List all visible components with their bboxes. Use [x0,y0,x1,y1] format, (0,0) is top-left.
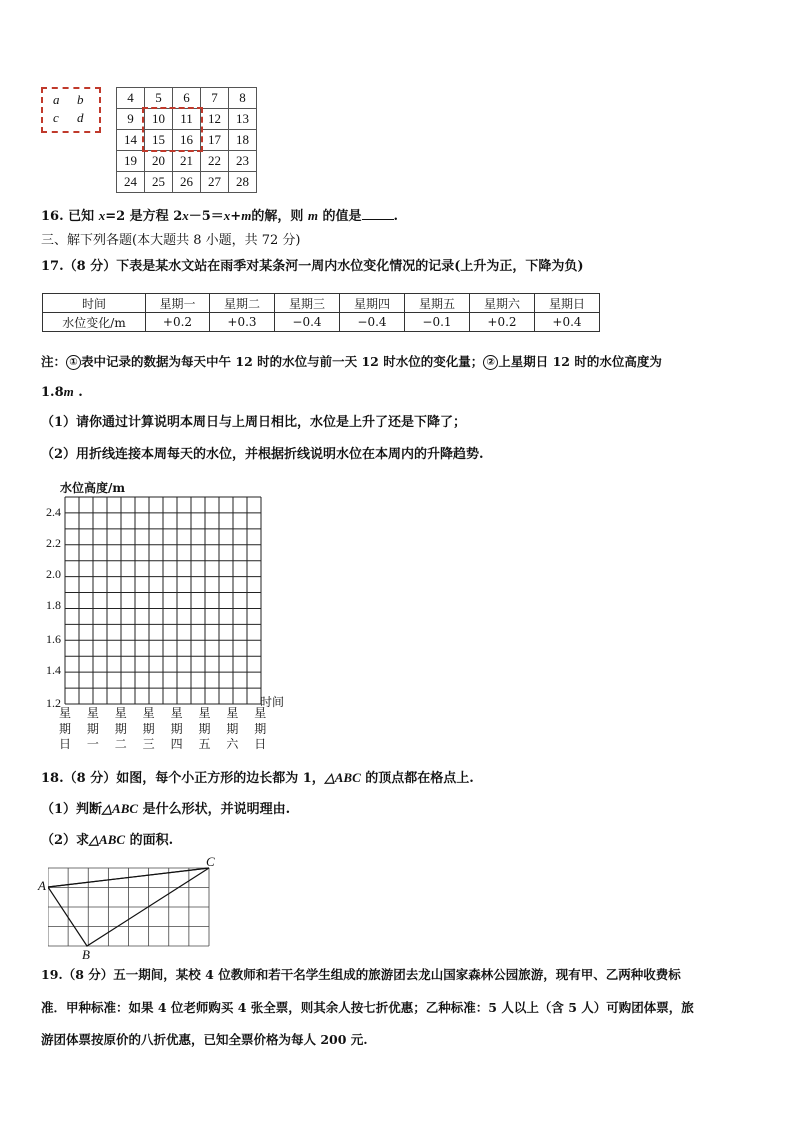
table-cell: 水位变化/m [43,313,146,332]
circle-number: ① [66,355,81,370]
day-label-char: 期 [170,722,183,736]
q16-var: x [223,208,231,223]
grid-paper [60,495,265,710]
table-header-cell: 星期三 [275,294,340,313]
letter-a: a [53,92,60,107]
day-label-char: 三 [142,737,155,751]
table-cell: +0.4 [535,313,600,332]
q18-text: （2）求 [41,833,90,848]
q18-text: （1）判断 [41,802,103,817]
y-tick: 1.2 [46,696,61,710]
note-unit: m [63,384,74,399]
section-heading: 三、解下列各题(本大题共 8 小题，共 72 分) [41,233,301,248]
day-label-char: 星 [254,706,267,720]
calendar-cell: 24 [117,172,145,193]
q16-var: m [307,208,318,223]
q18-text: 的顶点都在格点上. [360,771,474,786]
triangle-name: △ABC [102,801,139,816]
table-cell: −0.4 [340,313,405,332]
q16-var: x [182,208,189,223]
q18-text: 是什么形状，并说明理由. [138,802,291,817]
day-label-char: 期 [86,722,99,736]
y-tick: 1.8 [46,598,61,612]
question-19-line3: 游团体票按原价的八折优惠，已知全票价格为每人 200 元. [41,1032,368,1047]
table-header-row [43,294,600,313]
calendar-cell: 25 [145,172,173,193]
table-row [43,313,600,332]
letter-box [41,87,101,133]
vertex-b-label: B [82,947,90,962]
y-tick: 1.6 [46,632,61,646]
water-level-table [42,293,600,332]
vertex-c-label: C [206,854,215,869]
q16-text: －5＝ [188,209,224,224]
calendar-cell: 9 [117,109,145,130]
q17-note [41,354,662,370]
question-16 [41,207,398,225]
grid-x-label: 时间 [260,695,285,709]
day-label-char: 日 [254,737,267,751]
question-19-line1: 19.（8 分）五一期间，某校 4 位教师和若干名学生组成的旅游团去龙山国家森林公园旅游，现有甲、乙两种收费标 [41,967,681,982]
day-label-char: 星 [114,706,127,720]
day-label-char: 星 [170,706,183,720]
day-label-char: 星 [142,706,155,720]
note-value: 1.8 [41,385,64,400]
day-label-char: 期 [142,722,155,736]
table-header-cell: 星期日 [535,294,600,313]
calendar-cell: 14 [117,130,145,151]
day-label-char: 期 [254,722,267,736]
day-label-char: 六 [226,737,239,751]
day-label-char: 期 [198,722,211,736]
q16-text: =2 是方程 2 [105,209,183,224]
table-header-cell: 星期四 [340,294,405,313]
table-header-cell: 星期二 [210,294,275,313]
q16-var: m [241,208,252,223]
table-cell: +0.2 [470,313,535,332]
y-tick: 1.4 [46,663,61,677]
calendar-cell: 20 [145,151,173,172]
calendar-cell: 16 [173,130,201,151]
calendar-cell: 18 [229,130,257,151]
table-header-cell: 星期六 [470,294,535,313]
table-cell: −0.1 [405,313,470,332]
table-cell: −0.4 [275,313,340,332]
q16-var: x [98,208,106,223]
calendar-cell: 8 [229,88,257,109]
note-text: . [73,385,83,400]
question-19-line2: 准．甲种标准：如果 4 位老师购买 4 张全票，则其余人按七折优惠；乙种标准：5 人以上（含 5 人）可购团体票，旅 [41,1000,694,1015]
note-text: 上星期日 12 时的水位高度为 [498,354,662,369]
grid-y-label: 水位高度/m [60,481,126,495]
q16-text: 的解，则 [251,209,304,224]
calendar-cell: 19 [117,151,145,172]
calendar-row [117,172,257,193]
calendar-cell: 11 [173,109,201,130]
calendar-cell: 15 [145,130,173,151]
answer-blank[interactable] [362,207,394,220]
table-header-cell: 星期五 [405,294,470,313]
calendar-cell: 21 [173,151,201,172]
y-tick: 2.4 [46,505,61,519]
table-cell: +0.3 [210,313,275,332]
calendar-cell: 17 [201,130,229,151]
q18-sub2 [41,832,173,849]
triangle-name: △ABC [324,770,361,785]
letter-d: d [77,110,84,125]
calendar-row [117,151,257,172]
question-18-title [41,770,474,787]
day-label-char: 五 [198,737,211,751]
day-label-char: 日 [58,737,71,751]
q17-sub1: （1）请你通过计算说明本周日与上周日相比，水位是上升了还是下降了； [41,415,467,430]
circle-number: ② [483,355,498,370]
vertex-a-label: A [38,878,46,893]
note-prefix: 注： [41,354,67,369]
day-label-char: 星 [58,706,71,720]
q16-text: 已知 [68,209,95,224]
calendar-cell: 12 [201,109,229,130]
calendar-cell: 10 [145,109,173,130]
day-label-char: 四 [170,737,183,751]
letter-c: c [53,110,59,125]
calendar-cell: 22 [201,151,229,172]
q16-number: 16. [41,209,64,224]
calendar-selection-box [142,107,203,152]
question-17-title: 17.（8 分）下表是某水文站在雨季对某条河一周内水位变化情况的记录(上升为正，下降为负) [41,259,584,274]
calendar-row [117,88,257,109]
triangle-name: △ABC [89,832,126,847]
q18-sub1 [41,801,290,818]
calendar-cell: 28 [229,172,257,193]
table-cell: +0.2 [146,313,210,332]
q17-sub2: （2）用折线连接本周每天的水位，并根据折线说明水位在本周内的升降趋势. [41,447,484,462]
q16-text: + [230,209,242,224]
table-header-cell: 星期一 [146,294,210,313]
y-tick: 2.0 [46,567,61,581]
table-header-cell: 时间 [43,294,146,313]
calendar-cell: 27 [201,172,229,193]
calendar-cell: 13 [229,109,257,130]
q18-text: 的面积. [125,833,174,848]
calendar-cell: 23 [229,151,257,172]
calendar-cell: 26 [173,172,201,193]
day-label-char: 一 [86,737,99,751]
y-tick: 2.2 [46,536,61,550]
calendar-cell: 4 [117,88,145,109]
letter-b: b [77,92,84,107]
triangle-figure [48,866,212,948]
calendar-cell: 7 [201,88,229,109]
day-label-char: 期 [114,722,127,736]
day-label-char: 期 [58,722,71,736]
calendar-cell: 5 [145,88,173,109]
day-label-char: 二 [114,737,127,751]
note-text: 表中记录的数据为每天中午 12 时的水位与前一天 12 时水位的变化量； [81,354,484,369]
day-label-char: 期 [226,722,239,736]
day-label-char: 星 [226,706,239,720]
q16-text: . [393,209,399,224]
q18-text: 18.（8 分）如图，每个小正方形的边长都为 1， [41,771,325,786]
day-label-char: 星 [198,706,211,720]
q16-text: 的值是 [322,209,362,224]
calendar-cell: 6 [173,88,201,109]
q17-note-line2 [41,384,83,401]
day-label-char: 星 [86,706,99,720]
